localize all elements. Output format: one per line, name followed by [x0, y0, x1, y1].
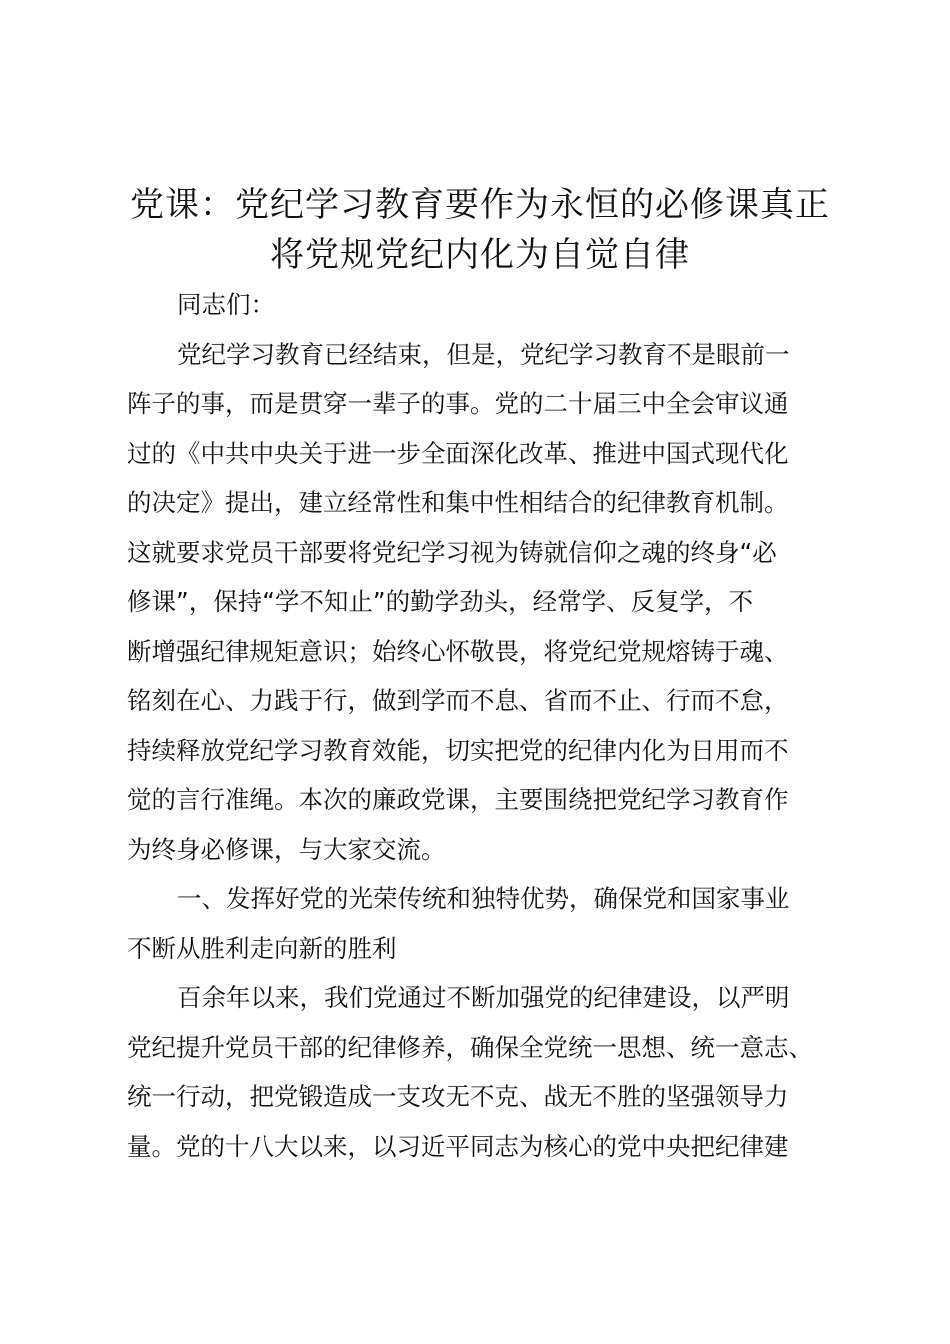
paragraph-line: 阵子的事，而是贯穿一辈子的事。党的二十届三中全会审议通	[127, 389, 789, 418]
paragraph-line: 为终身必修课，与大家交流。	[127, 834, 446, 864]
title-line-1: 党课：党纪学习教育要作为永恒的必修课真正	[130, 185, 830, 225]
document-body	[127, 280, 833, 1171]
section-1-heading	[127, 874, 833, 973]
paragraph-line: 铭刻在心、力践于行，做到学而不息、省而不止、行而不怠，	[127, 686, 789, 715]
paragraph-line: 这就要求党员干部要将党纪学习视为铸就信仰之魂的终身“必	[127, 537, 777, 567]
salutation-text: 同志们：	[177, 290, 275, 319]
salutation	[127, 280, 833, 330]
paragraph-line: 量。党的十八大以来，以习近平同志为核心的党中央把纪律建	[127, 1131, 789, 1161]
paragraph-line: 党纪学习教育已经结束，但是，党纪学习教育不是眼前一	[177, 339, 790, 369]
paragraph-line: 觉的言行准绳。本次的廉政党课，主要围绕把党纪学习教育作	[127, 785, 789, 814]
paragraph-line: 持续释放党纪学习教育效能，切实把党的纪律内化为日用而不	[127, 735, 789, 765]
title-line-2: 将党规党纪内化为自觉自律	[270, 235, 690, 275]
paragraph-line: 断增强纪律规矩意识；始终心怀敬畏，将党纪党规熔铸于魂、	[127, 636, 789, 666]
paragraph-line: 党纪提升党员干部的纪律修养，确保全党统一思想、统一意志、	[127, 1032, 813, 1062]
paragraph-line: 过的《中共中央关于进一步全面深化改革、推进中国式现代化	[127, 438, 789, 468]
paragraph-line: 统一行动，把党锻造成一支攻无不克、战无不胜的坚强领导力	[127, 1082, 789, 1111]
paragraph-line: 的决定》提出，建立经常性和集中性相结合的纪律教育机制。	[127, 488, 789, 517]
paragraph-line: 修课”，保持“学不知止”的勤学劲头，经常学、反复学，不	[127, 587, 754, 616]
section-1-paragraph	[127, 973, 833, 1171]
intro-paragraph	[127, 330, 833, 875]
paragraph-line: 百余年以来，我们党通过不断加强党的纪律建设，以严明	[177, 983, 790, 1012]
document-title	[100, 180, 860, 280]
heading-line: 一、发挥好党的光荣传统和独特优势，确保党和国家事业	[177, 884, 790, 913]
heading-line: 不断从胜利走向新的胜利	[127, 933, 397, 963]
